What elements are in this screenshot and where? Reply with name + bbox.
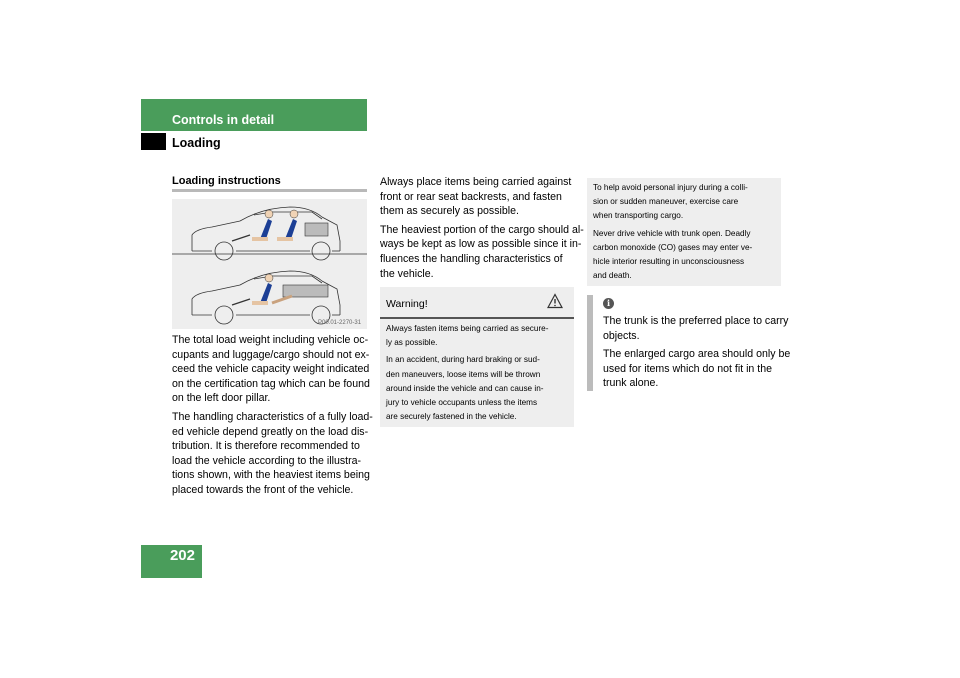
figure-code: P00.01-2270-31 <box>318 320 362 326</box>
section-title: Loading <box>172 136 221 150</box>
column1-text <box>172 333 372 502</box>
info-sidebar <box>587 295 593 391</box>
heading-rule <box>172 189 367 192</box>
warning-divider <box>380 317 574 319</box>
info-icon: i <box>603 298 614 309</box>
paragraph: Always place items being carried against front or rear seat backrests, and fasten them as securely as possible. <box>380 176 572 218</box>
paragraph: Never drive vehicle with trunk open. Deadly carbon monoxide (CO) gases may enter ve- hicle interior resulting in unconsciousness and death. <box>593 228 753 281</box>
loading-illustration <box>172 199 367 329</box>
warning-text <box>386 322 572 427</box>
page-number: 202 <box>169 547 195 564</box>
column2-text <box>380 175 584 285</box>
section-marker <box>141 133 166 150</box>
seat-icons-top <box>232 210 298 241</box>
warning-title: Warning! <box>386 298 428 310</box>
paragraph: The handling characteristics of a fully load- ed vehicle depend greatly on the load dis- tribution. It is therefore recommended to load the vehicle according to the illustra- tions shown, with the heaviest items being placed towards the front of the vehicle. <box>172 410 373 496</box>
paragraph: The heaviest portion of the cargo should al- ways be kept as low as possible since it in- fluences the handling characteristics of the vehicle. <box>380 223 584 280</box>
paragraph: In an accident, during hard braking or sud- den maneuvers, loose items will be thrown around inside the vehicle and can cause in- jury to vehicle occupants unless the items are securely fastened in the vehicle. <box>386 355 544 422</box>
paragraph: Always fasten items being carried as secure- ly as possible. <box>386 324 549 348</box>
section-heading: Loading instructions <box>172 175 281 187</box>
info-text <box>603 314 791 395</box>
chapter-title: Controls in detail <box>172 113 275 127</box>
warning-triangle-icon <box>547 293 563 314</box>
paragraph: The trunk is the preferred place to carry objects. <box>603 315 789 342</box>
paragraph: The total load weight including vehicle oc- cupants and luggage/cargo should not ex- ceed the vehicle capacity weight indicated on the certification tag which can be found on the left door pillar. <box>172 334 370 405</box>
paragraph: The enlarged cargo area should only be used for items which do not fit in the trunk alone. <box>603 348 791 390</box>
warning-continued-text <box>593 181 779 286</box>
paragraph: To help avoid personal injury during a colli- sion or sudden maneuver, exercise care when transporting cargo. <box>593 183 748 221</box>
